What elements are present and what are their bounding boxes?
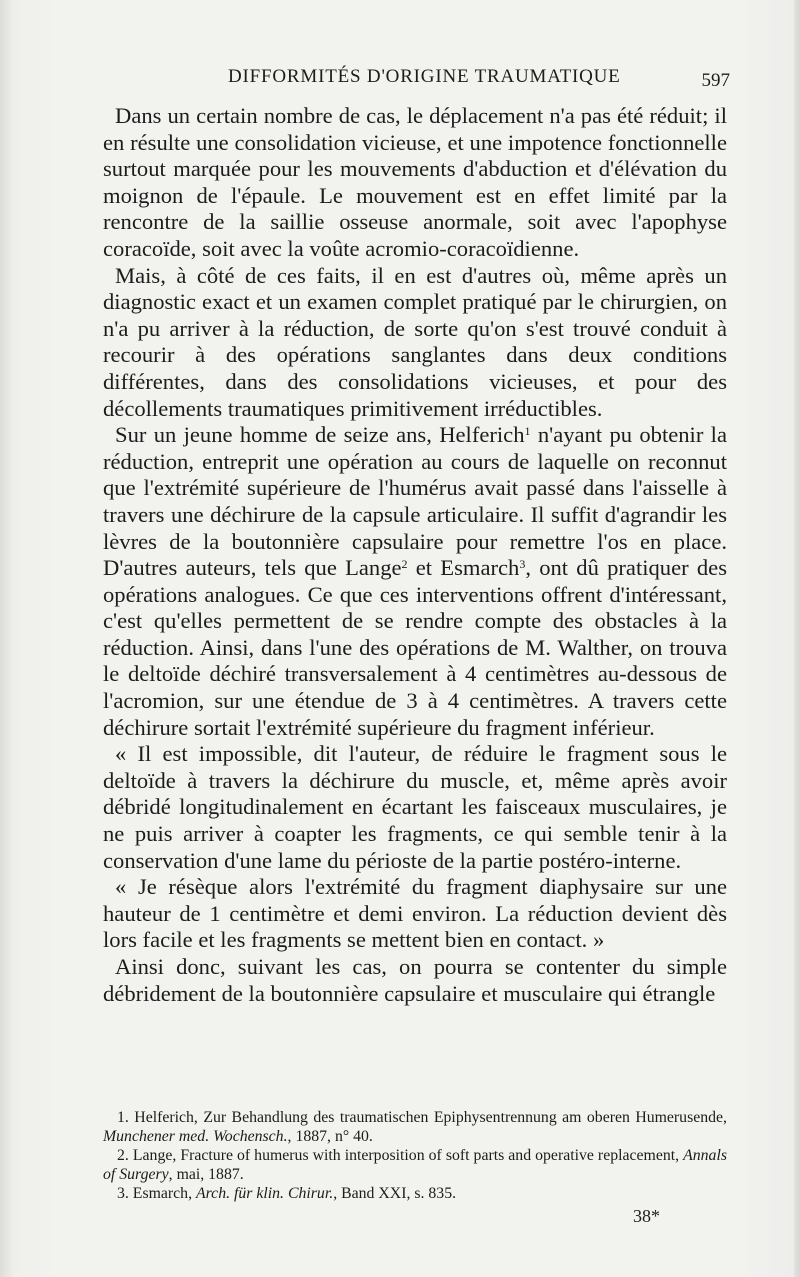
footnote — [103, 1108, 727, 1146]
running-head — [110, 62, 730, 92]
paragraph: « Il est impossible, dit l'auteur, de réduire le fragment sous le deltoïde à travers la déchirure du muscle, et, même après avoir débridé longitudinalement en écartant les faisceaux musculaires, je ne puis arriver à coapter les fragments, ce qui semble tenir à la conservation d'une lame du périoste de la partie postéro-interne. — [103, 741, 727, 873]
paragraph — [103, 422, 727, 741]
footnote-journal: Annals of Surgery — [103, 1147, 727, 1183]
page-edge — [794, 0, 800, 1277]
footnotes — [103, 1108, 727, 1203]
footnote-text: , Band XXI, s. 835. — [333, 1185, 457, 1202]
footnote-text: , mai, 1887. — [168, 1166, 244, 1183]
body-text — [103, 103, 727, 1007]
paragraph-text: , ont dû pratiquer des opérations analogues. Ce que ces interventions offrent d'intéressant, c'est qu'elles permettent de se rendre compte des obstacles à la réduction. Ainsi, dans l'une des opérations de M. Walther, on trouva le deltoïde déchiré transversalement à 4 centimètres au-dessous de l'acromion, sur une étendue de 3 à 4 centimètres. A travers cette déchirure sortait l'extrémité supérieure du fragment inférieur. — [103, 555, 727, 740]
signature-mark: 38* — [633, 1206, 660, 1226]
page-number: 597 — [701, 70, 730, 91]
paragraph: Mais, à côté de ces faits, il en est d'autres où, même après un diagnostic exact et un examen complet pratiqué par le chirurgien, on n'a pu arriver à la réduction, de sorte qu'on s'est trouvé conduit à recourir à des opérations sanglantes dans deux conditions différentes, dans des consolidations vicieuses, et pour des décollements traumatiques primitivement irréductibles. — [103, 262, 727, 421]
footnote-ref-2: 2 — [401, 557, 408, 572]
footnote-journal: Munchener med. Wochensch. — [103, 1128, 288, 1145]
footnote-ref-3: 3 — [519, 557, 526, 572]
paragraph-text: et Esmarch — [407, 555, 520, 581]
paragraph: Ainsi donc, suivant les cas, on pourra se contenter du simple débridement de la boutonnière capsulaire et musculaire qui étrangle — [103, 954, 727, 1006]
footnote-journal: Arch. für klin. Chirur. — [195, 1185, 334, 1202]
footnote-text: , 1887, n° 40. — [287, 1128, 373, 1145]
paragraph-text: Sur un jeune homme de seize ans, Helferich — [115, 422, 525, 448]
footnote-text: 2. Lange, Fracture of humerus with interposition of soft parts and operative replacement, — [117, 1147, 684, 1164]
footnote-ref-1: 1 — [524, 424, 531, 439]
paragraph-text: n'ayant pu obtenir la réduction, entreprit une opération au cours de laquelle on reconnut que l'extrémité supérieure de l'humérus avait passé dans l'aisselle à travers une déchirure de la capsule articulaire. Il suffit d'agrandir les lèvres de la boutonnière capsulaire pour remettre l'os en place. D'autres auteurs, tels que Lange — [103, 422, 727, 581]
paragraph: Dans un certain nombre de cas, le déplacement n'a pas été réduit; il en résulte une consolidation vicieuse, et une impotence fonctionnelle surtout marquée pour les mouvements d'abduction et d'élévation du moignon de l'épaule. Le mouvement est en effet limité par la rencontre de la saillie osseuse anormale, soit avec l'apophyse coracoïde, soit avec la voûte acromio-coracoïdienne. — [103, 103, 727, 261]
running-title: DIFFORMITÉS D'ORIGINE TRAUMATIQUE — [228, 66, 621, 87]
footnote-text: 3. Esmarch, — [117, 1185, 196, 1202]
footnote-text: 1. Helferich, Zur Behandlung des traumatischen Epiphysentrennung am oberen Humerusende, — [117, 1109, 727, 1126]
footnote — [103, 1146, 727, 1184]
footnote — [103, 1184, 727, 1203]
paragraph: « Je résèque alors l'extrémité du fragment diaphysaire sur une hauteur de 1 centimètre et demi environ. La réduction devient dès lors facile et les fragments se mettent bien en contact. » — [103, 874, 727, 953]
